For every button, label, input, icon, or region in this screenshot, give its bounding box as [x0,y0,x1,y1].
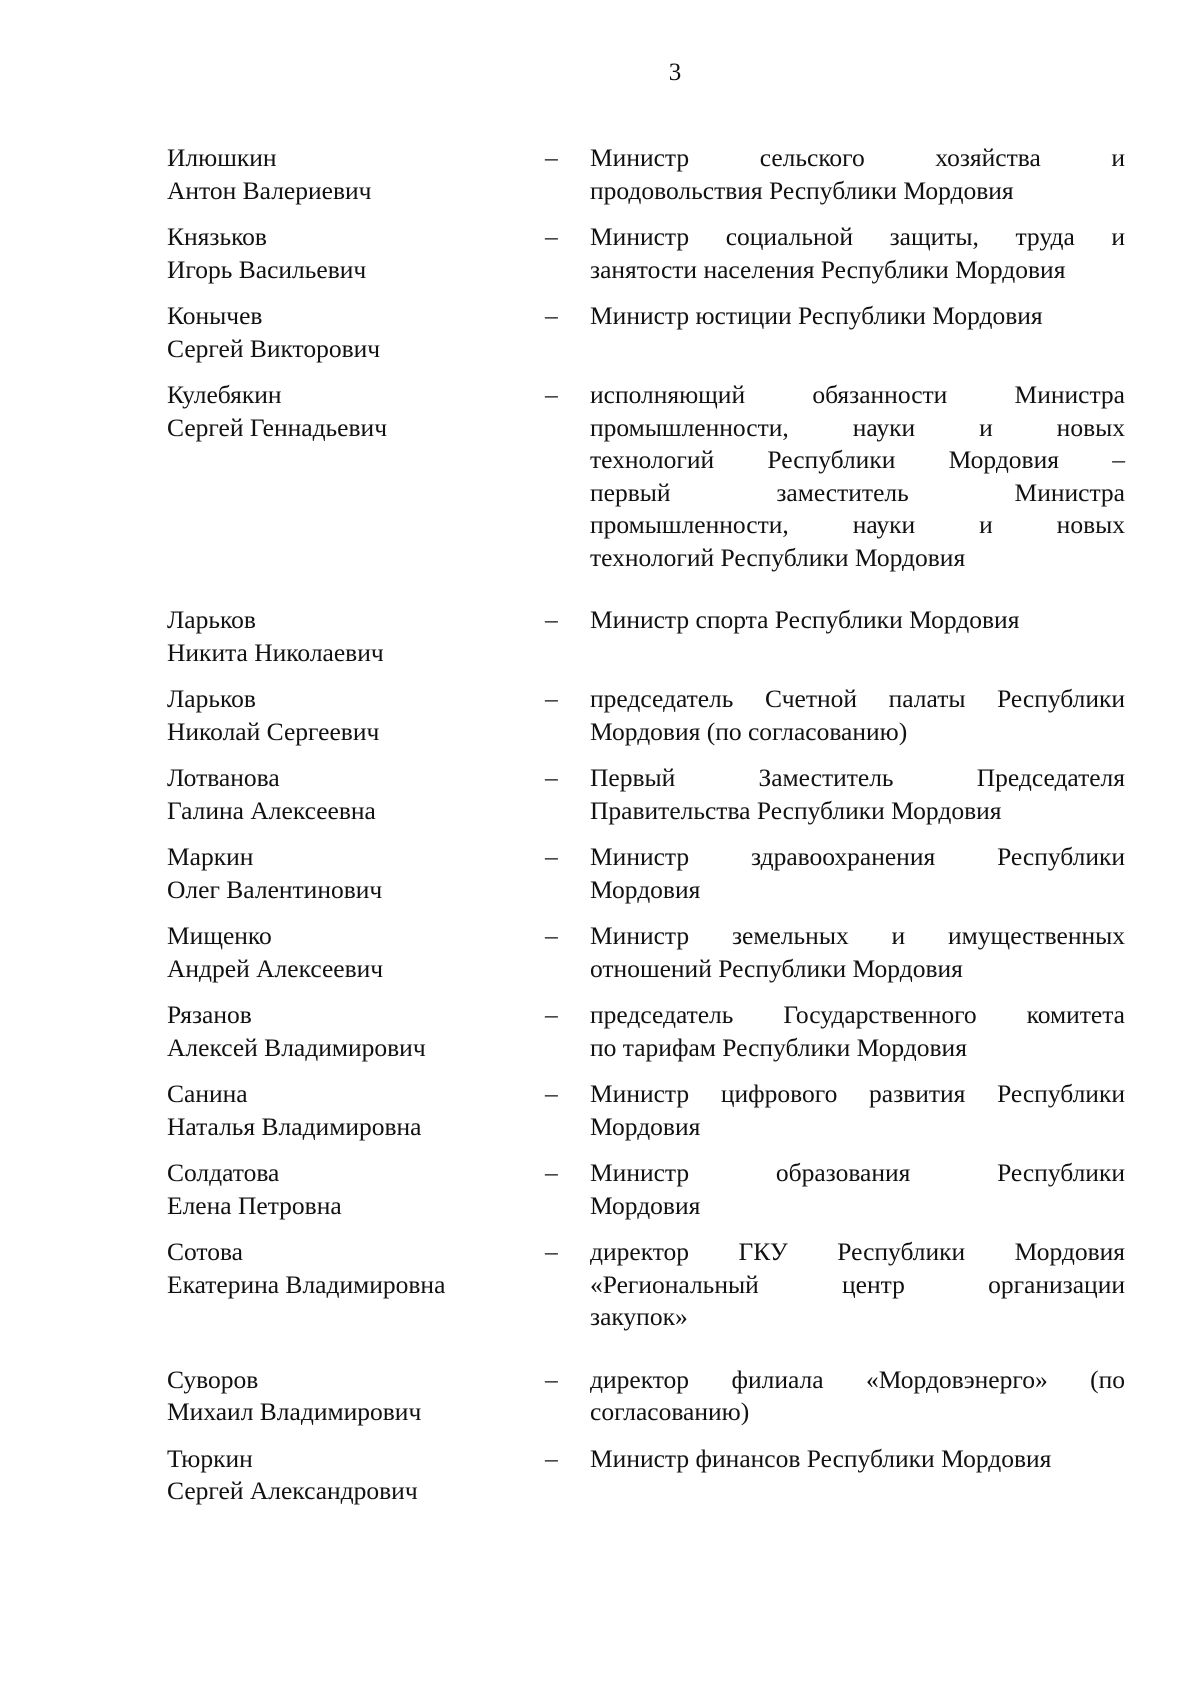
person-position [590,1236,1125,1334]
person-name [167,1236,545,1301]
person-surname: Кулебякин [167,380,282,409]
person-position [590,1364,1125,1429]
person-given-name: Екатерина Владимировна [167,1269,446,1299]
position-line: Первый Заместитель Председателя [590,763,1125,792]
person-given-name: Николай Сергеевич [167,716,380,746]
position-line: Министр юстиции Республики Мордовия [590,301,1043,330]
roster-entry [167,1443,1125,1508]
roster-entry [167,221,1125,286]
person-surname: Маркин [167,842,254,871]
roster-entry [167,841,1125,906]
person-name [167,142,545,207]
position-line: отношений Республики Мордовия [590,953,963,983]
entry-dash: – [545,1079,558,1108]
person-given-name: Никита Николаевич [167,637,384,667]
person-given-name: Андрей Алексеевич [167,953,384,983]
position-line: по тарифам Республики Мордовия [590,1032,967,1062]
entry-dash: – [545,684,558,713]
position-line: первый заместитель Министра [590,477,1125,507]
position-line: Мордовия [590,1190,701,1220]
person-surname: Конычев [167,301,263,330]
person-name [167,604,545,669]
entry-dash: – [545,921,558,950]
person-name [167,762,545,827]
person-name [167,1443,545,1508]
person-name [167,379,545,444]
roster-entry [167,1078,1125,1143]
person-position [590,683,1125,748]
person-name [167,1078,545,1143]
person-surname: Илюшкин [167,143,277,172]
position-line: Мордовия [590,1111,701,1141]
roster-entry [167,1236,1125,1334]
entry-dash: – [545,1237,558,1266]
person-surname: Санина [167,1079,248,1108]
person-name [167,221,545,286]
person-surname: Лотванова [167,763,280,792]
position-line: исполняющий обязанности Министра [590,380,1125,409]
position-line: Министр социальной защиты, труда и [590,222,1125,251]
position-line: «Региональный центр организации [590,1269,1125,1299]
roster-entry [167,300,1125,365]
roster-entry [167,999,1125,1064]
position-line: Министр образования Республики [590,1158,1125,1187]
person-position [590,379,1125,574]
position-line: директор ГКУ Республики Мордовия [590,1237,1125,1266]
person-given-name: Игорь Васильевич [167,254,367,284]
position-line: промышленности, науки и новых [590,510,1125,539]
person-surname: Суворов [167,1364,259,1394]
person-given-name: Сергей Александрович [167,1476,418,1505]
position-line: технологий Республики Мордовия [590,542,966,572]
person-surname: Ларьков [167,684,256,713]
entry-dash: – [545,1158,558,1187]
person-position [590,142,1125,207]
position-line: Мордовия [590,874,701,904]
person-name [167,841,545,906]
roster-entry [167,142,1125,207]
person-name [167,1157,545,1222]
person-position [590,999,1125,1064]
person-given-name: Наталья Владимировна [167,1111,422,1141]
entry-dash: – [545,1443,558,1473]
person-position [590,604,1125,637]
position-line: Мордовия (по согласованию) [590,716,908,746]
person-surname: Князьков [167,222,267,251]
position-line: продовольствия Республики Мордовия [590,175,1014,205]
page-number: 3 [668,59,682,86]
entry-dash: – [545,143,558,172]
position-line: председатель Счетной палаты Республики [590,684,1125,713]
person-given-name: Алексей Владимирович [167,1032,426,1062]
person-surname: Мищенко [167,921,272,950]
person-name [167,1364,545,1429]
position-line: Министр земельных и имущественных [590,921,1125,950]
person-surname: Рязанов [167,1000,252,1029]
person-position [590,762,1125,827]
person-given-name: Сергей Геннадьевич [167,412,388,442]
person-position [590,221,1125,286]
person-given-name: Олег Валентинович [167,874,383,904]
person-position [590,920,1125,985]
person-position [590,1157,1125,1222]
person-given-name: Галина Алексеевна [167,795,376,825]
person-given-name: Михаил Владимирович [167,1397,422,1426]
roster-entry [167,1157,1125,1222]
person-surname: Сотова [167,1237,244,1266]
roster-entry [167,683,1125,748]
position-line: Министр цифрового развития Республики [590,1079,1125,1108]
entry-dash: – [545,605,558,634]
position-line: технологий Республики Мордовия – [590,445,1125,474]
person-name [167,300,545,365]
position-line: промышленности, науки и новых [590,412,1125,442]
position-line: Министр здравоохранения Республики [590,842,1125,871]
person-position [590,1078,1125,1143]
position-line: директор филиала «Мордовэнерго» (по [590,1364,1125,1394]
roster-entry [167,1364,1125,1429]
roster-entry [167,379,1125,574]
entry-dash: – [545,842,558,871]
entry-dash: – [545,380,558,409]
position-line: председатель Государственного комитета [590,1000,1125,1029]
entry-dash: – [545,1000,558,1029]
roster-entry [167,604,1125,669]
entry-dash: – [545,763,558,792]
entry-dash: – [545,1364,558,1394]
person-given-name: Елена Петровна [167,1190,342,1220]
person-name [167,920,545,985]
position-line: Министр финансов Республики Мордовия [590,1443,1052,1473]
person-position [590,1443,1125,1476]
person-name [167,683,545,748]
position-line: Министр сельского хозяйства и [590,143,1125,172]
person-name [167,999,545,1064]
position-line: Министр спорта Республики Мордовия [590,605,1020,634]
position-line: Правительства Республики Мордовия [590,795,1002,825]
person-given-name: Сергей Викторович [167,333,381,363]
person-given-name: Антон Валериевич [167,175,372,205]
person-position [590,841,1125,906]
entry-dash: – [545,222,558,251]
person-surname: Ларьков [167,605,256,634]
roster-entry [167,920,1125,985]
roster-list [167,128,1125,1508]
person-surname: Солдатова [167,1158,280,1187]
person-surname: Тюркин [167,1443,253,1473]
roster-entry [167,762,1125,827]
person-position [590,300,1125,333]
position-line: согласованию) [590,1397,750,1426]
position-line: занятости населения Республики Мордовия [590,254,1066,284]
entry-dash: – [545,301,558,330]
position-line: закупок» [590,1302,688,1331]
